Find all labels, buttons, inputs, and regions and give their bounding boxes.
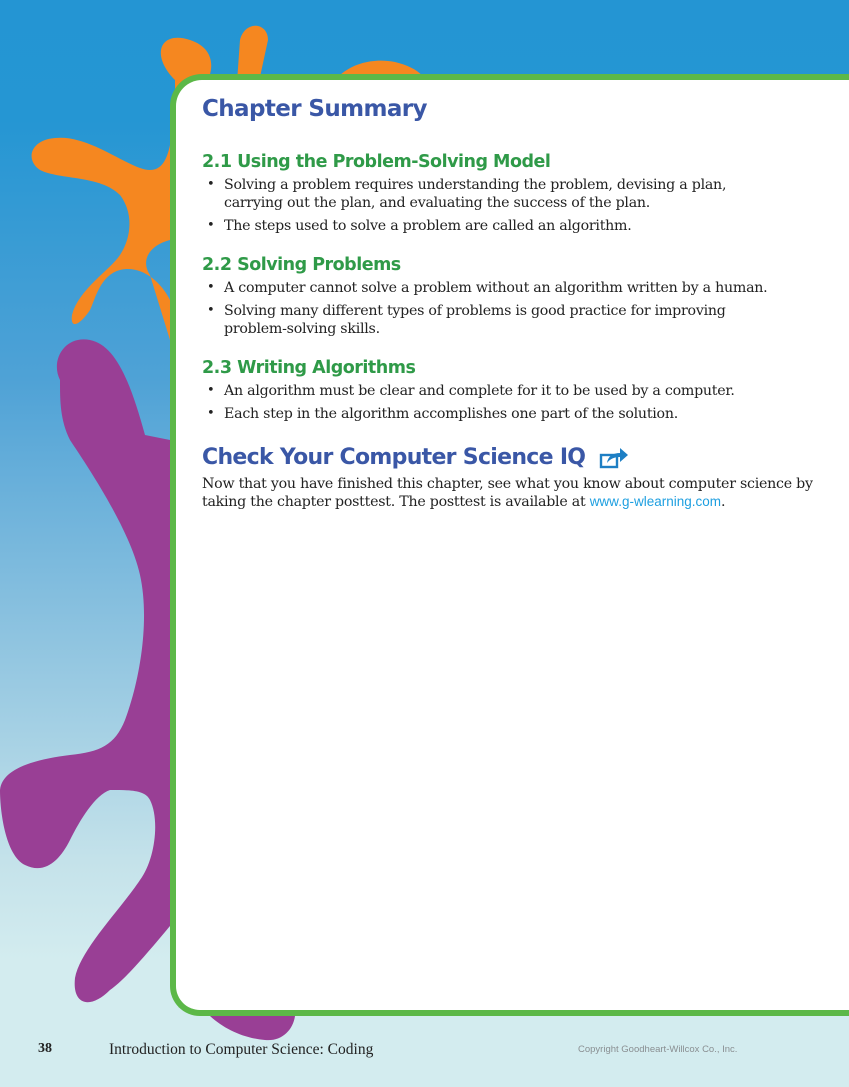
- section-2-1: [202, 152, 849, 240]
- bullet-item: • Each step in the algorithm accomplishes one part of the solution.: [202, 405, 849, 423]
- bullet-item: • An algorithm must be clear and complete for it to be used by a computer.: [202, 382, 849, 400]
- iq-heading: [202, 445, 849, 470]
- bullet-item: • Solving a problem requires understanding the problem, devising a plan, carrying out the plan, and evaluating the success of the plan.: [202, 176, 744, 212]
- bullet-item: • The steps used to solve a problem are called an algorithm.: [202, 217, 849, 235]
- bullet-list: [202, 279, 849, 338]
- iq-description: Now that you have finished this chapter, see what you know about computer science by taking the chapter posttest. The posttest is available at www.g-wlearning.com.: [202, 476, 813, 510]
- page-footer: [0, 1041, 849, 1061]
- copyright-notice: Copyright Goodheart-Willcox Co., Inc.: [578, 1044, 738, 1055]
- external-link-icon[interactable]: [599, 447, 629, 469]
- bullet-list: [202, 382, 849, 423]
- g-wlearning-link[interactable]: www.g-wlearning.com: [589, 494, 721, 509]
- section-heading: 2.2 Solving Problems: [202, 255, 401, 275]
- page-number: 38: [38, 1041, 52, 1056]
- bullet-item: • Solving many different types of problems is good practice for improving problem-solving skills.: [202, 302, 784, 338]
- bullet-list: [202, 176, 849, 235]
- chapter-summary-title: Chapter Summary: [202, 96, 427, 122]
- section-2-2: [202, 255, 849, 343]
- section-heading: 2.1 Using the Problem-Solving Model: [202, 152, 551, 172]
- chapter-summary-card: [170, 74, 849, 1016]
- section-2-3: [202, 358, 849, 428]
- book-title: Introduction to Computer Science: Coding: [109, 1041, 374, 1058]
- bullet-item: • A computer cannot solve a problem without an algorithm written by a human.: [202, 279, 849, 297]
- section-heading: 2.3 Writing Algorithms: [202, 358, 416, 378]
- iq-heading-text: Check Your Computer Science IQ: [202, 445, 586, 470]
- computer-science-iq-section: [202, 445, 849, 511]
